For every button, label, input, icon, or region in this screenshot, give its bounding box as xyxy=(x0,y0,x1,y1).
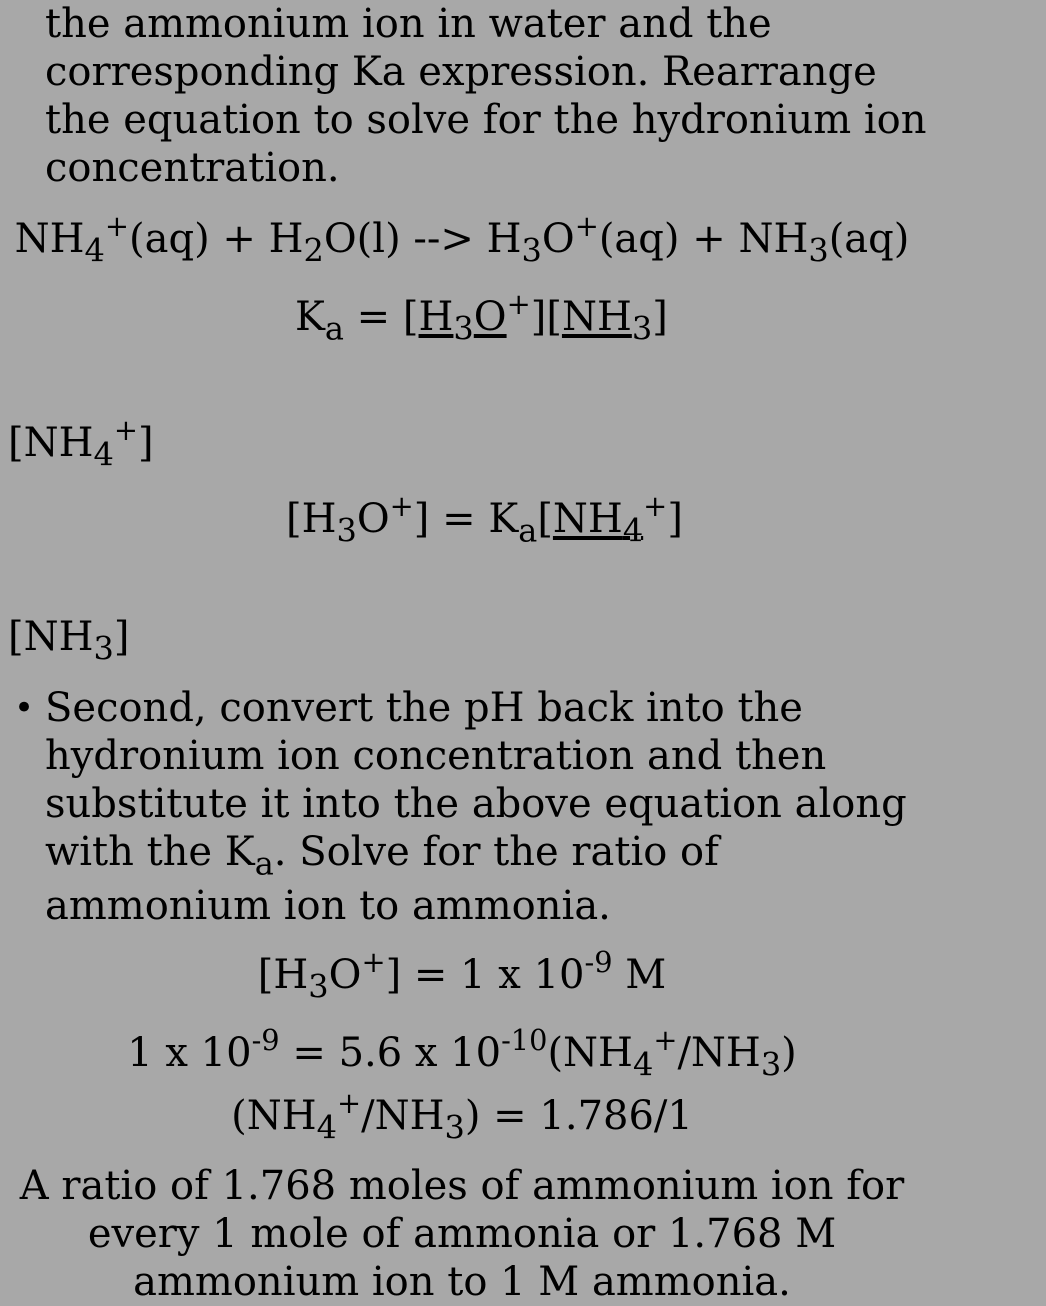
intro-paragraph xyxy=(45,0,945,192)
bullet-line-4: with the $K_a$. Solve for the ratio of xyxy=(45,829,719,883)
intro-line-2: corresponding Ka expression. Rearrange xyxy=(45,49,877,95)
hydronium-expression: $[H_3O^+] = K_a[NH_4^+]$ xyxy=(286,489,683,550)
conclusion-line-3: ammonium ion to 1 M ammonia. xyxy=(133,1259,791,1305)
conclusion-paragraph xyxy=(0,1162,924,1306)
calc-line-3: $(NH_4^+/NH_3) = 1.786/1$ xyxy=(231,1086,693,1147)
bullet-line-1: Second, convert the pH back into the xyxy=(45,685,803,731)
reaction-equation: $NH_4^+(aq) + H_2O(l)$ --> $H_3O^+(aq) + NH_3(aq)$ xyxy=(14,209,910,270)
calc-line-1: $[H_3O^+] = 1$ x $10^{-9}$ M xyxy=(257,945,667,1006)
conclusion-line-2: every 1 mole of ammonia or 1.768 M xyxy=(87,1211,837,1257)
intro-line-3: the equation to solve for the hydronium ion xyxy=(45,97,927,143)
bullet-line-5: ammonium ion to ammonia. xyxy=(45,883,611,929)
intro-line-1: the ammonium ion in water and the xyxy=(45,1,772,47)
intro-line-4: concentration. xyxy=(45,145,340,191)
conclusion-line-1: A ratio of 1.768 moles of ammonium ion for xyxy=(19,1163,905,1209)
calc-line-2: 1 x $10^{-9} = 5.6$ x $10^{-10}(NH_4^+/NH_3)$ xyxy=(127,1023,797,1084)
ka-denominator: $[NH_4^+]$ xyxy=(8,413,154,474)
hydronium-denominator: $[NH_3]$ xyxy=(8,614,130,668)
bullet-line-2: hydronium ion concentration and then xyxy=(45,733,827,779)
bullet-line-3: substitute it into the above equation along xyxy=(45,781,907,827)
bullet-icon: • xyxy=(14,688,35,728)
ka-expression: $K_a = [H_3O^+][NH_3]$ xyxy=(295,287,668,348)
bullet-paragraph xyxy=(45,684,945,930)
